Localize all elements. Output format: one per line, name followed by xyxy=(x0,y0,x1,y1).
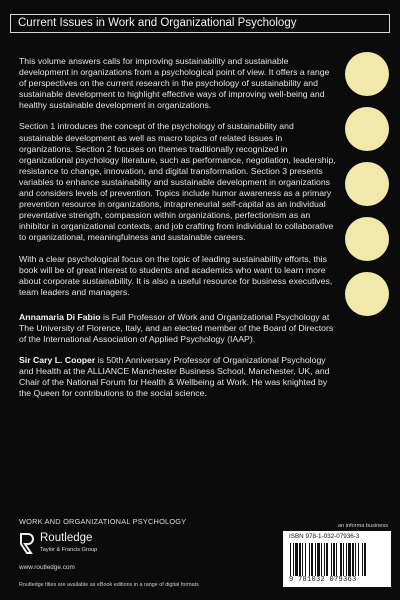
barcode-number: 9 781032 079363 xyxy=(289,576,357,584)
series-title-bar xyxy=(10,14,390,33)
author-name-2: Sir Cary L. Cooper xyxy=(19,355,96,366)
series-title: Current Issues in Work and Organizational Psychology xyxy=(18,17,297,29)
decorative-dot xyxy=(345,272,389,316)
informa-label: an informa business xyxy=(337,523,388,529)
decorative-dot xyxy=(345,217,389,261)
ebook-footnote: Routledge titles are available as eBook editions in a range of digital formats xyxy=(19,582,199,588)
publisher-name: Routledge xyxy=(40,532,93,544)
author-bio-text-1: is Full Professor of Work and Organizational Psychology at The University of Florence, Italy, and an elected member of the Board of Directors of the International Association of Applied Psychology (IAAP). xyxy=(19,311,334,345)
author-bio-2 xyxy=(19,355,337,399)
barcode-icon xyxy=(289,543,385,576)
routledge-logo-icon xyxy=(19,533,35,554)
back-cover-text xyxy=(19,56,337,410)
decorative-dot xyxy=(345,52,389,96)
publisher-subtitle: Taylor & Francis Group xyxy=(40,547,98,553)
author-name-1: Annamaria Di Fabio xyxy=(19,311,101,322)
isbn-text: ISBN 978-1-032-07936-3 xyxy=(289,533,360,540)
description-paragraph-1: This volume answers calls for improving sustainability and sustainable development in organizations from a psychological point of view. It offers a range of perspectives on the current research in the psychology of sustainability and sustainable development to highlight effective ways of improving well-being and healthy sustainable development in organizations. xyxy=(19,56,330,111)
author-bio-text-2: is 50th Anniversary Professor of Organizational Psychology and Health at the ALLIANCE Manchester Business School, Manchester, UK, and Chair of the National Forum for Health & Wellbeing at Work. He was knighted by the Queen for contributions to the social science. xyxy=(19,355,330,399)
decorative-dots xyxy=(345,52,391,327)
author-bio-1 xyxy=(19,312,337,345)
isbn-barcode-box xyxy=(283,531,391,587)
decorative-dot xyxy=(345,107,389,151)
publisher-website: www.routledge.com xyxy=(19,564,75,571)
description-paragraph-2: Section 1 introduces the concept of the psychology of sustainability and sustainable development as well as macro topics of related issues in organizations. Section 2 focuses on themes traditionally recognized in organizational psychology literature, such as performance, negotiation, leadership, resistance to change, innovation, and digital transformation. Section 3 presents variables to enhance sustainability and sustainable development in organizations and considers levels of prevention. Topics include humor awareness as a primary prevention resource in organizations, intrapreneurial self-capital as an individual preventative strength, compassion within organizations, perfectionism as an inhibitor in organizational contexts, and job crafting from individual to collaborative to organizational, meaningfulness and sustainable careers. xyxy=(19,121,336,243)
publisher-logo xyxy=(19,532,149,562)
description-paragraph-3: With a clear psychological focus on the topic of leading sustainability efforts, this book will be of great interest to students and academics who want to learn more about corporate sustainability. It is also a useful resource for business executives, team leaders and managers. xyxy=(19,253,333,297)
series-label: WORK AND ORGANIZATIONAL PSYCHOLOGY xyxy=(19,517,187,526)
decorative-dot xyxy=(345,162,389,206)
